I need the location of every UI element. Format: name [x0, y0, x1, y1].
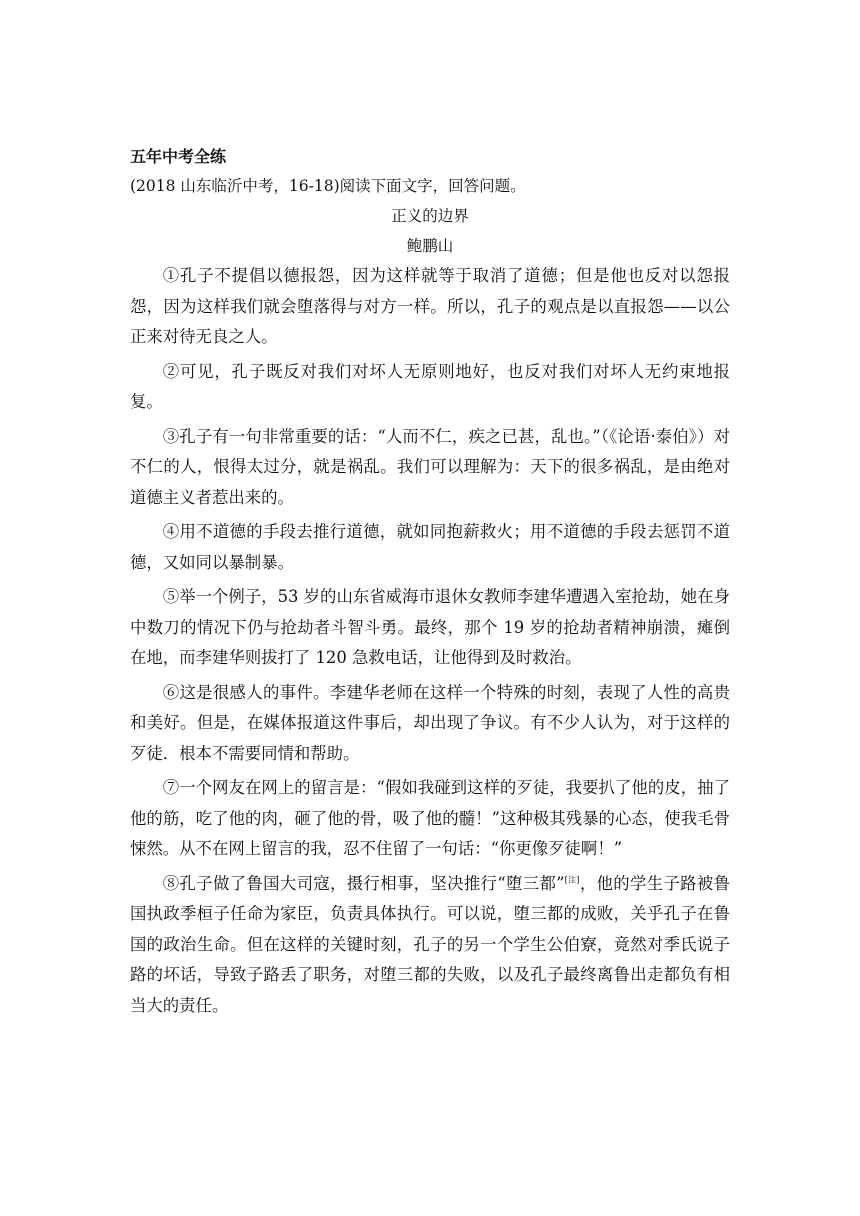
paragraph-7: ⑦一个网友在网上的留言是：“假如我碰到这样的歹徒，我要扒了他的皮，抽了他的筋，吃了他的肉，砸了他的骨，吸了他的髓！”这种极其残暴的心态，使我毛骨悚然。从不在网上留言的我，忍不住留了一句话：“你更像歹徒啊！”	[130, 778, 730, 858]
paragraph-1: ①孔子不提倡以德报怨，因为这样就等于取消了道德；但是他也反对以怨报怨，因为这样我们就会堕落得与对方一样。所以，孔子的观点是以直报怨——以公正来对待无良之人。	[130, 266, 730, 346]
article-title: 正义的边界	[391, 207, 469, 225]
paragraph-8	[130, 869, 730, 1022]
paragraph-8-rest: ，他的学生子路被鲁国执政季桓子任命为家臣，负责具体执行。可以说，堕三都的成败，关乎孔子在鲁国的政治生命。但在这样的关键时刻，孔子的另一个学生公伯寮，竟然对季氏说子路的坏话，导致子路丢了职务，对堕三都的失败，以及孔子最终离鲁出走都负有相当大的责任。	[130, 873, 731, 1015]
paragraph-8-start: ⑧孔子做了鲁国大司寇，摄行相事，坚决推行“堕三都”	[162, 873, 565, 893]
section-heading: 五年中考全练	[130, 147, 227, 166]
article-author: 鲍鹏山	[406, 237, 454, 255]
paragraph-5: ⑤举一个例子，53 岁的山东省威海市退休女教师李建华遭遇入室抢劫，她在身中数刀的情况下仍与抢劫者斗智斗勇。最终，那个 19 岁的抢劫者精神崩溃，瘫倒在地，而李建华则拔打了 120 急救电话，让他得到及时救治。	[130, 587, 730, 667]
paragraph-2: ②可见，孔子既反对我们对坏人无原则地好，也反对我们对坏人无约束地报复。	[130, 361, 730, 411]
document-page	[130, 143, 730, 1025]
footnote-marker: [注]	[564, 875, 580, 885]
paragraph-4: ④用不道德的手段去推行道德，就如同抱薪救火；用不道德的手段去惩罚不道德，又如同以暴制暴。	[130, 522, 730, 572]
paragraph-3: ③孔子有一句非常重要的话：“人而不仁，疾之已甚，乱也。”（《论语·泰伯》）对不仁的人，恨得太过分，就是祸乱。我们可以理解为：天下的很多祸乱，是由绝对道德主义者惹出来的。	[130, 426, 730, 507]
question-source: (2018 山东临沂中考，16-18)阅读下面文字，回答问题。	[130, 177, 526, 195]
paragraph-6: ⑥这是很感人的事件。李建华老师在这样一个特殊的时刻，表现了人性的高贵和美好。但是，在媒体报道这件事后，却出现了争议。有不少人认为，对于这样的歹徒．根本不需要同情和帮助。	[130, 682, 730, 763]
